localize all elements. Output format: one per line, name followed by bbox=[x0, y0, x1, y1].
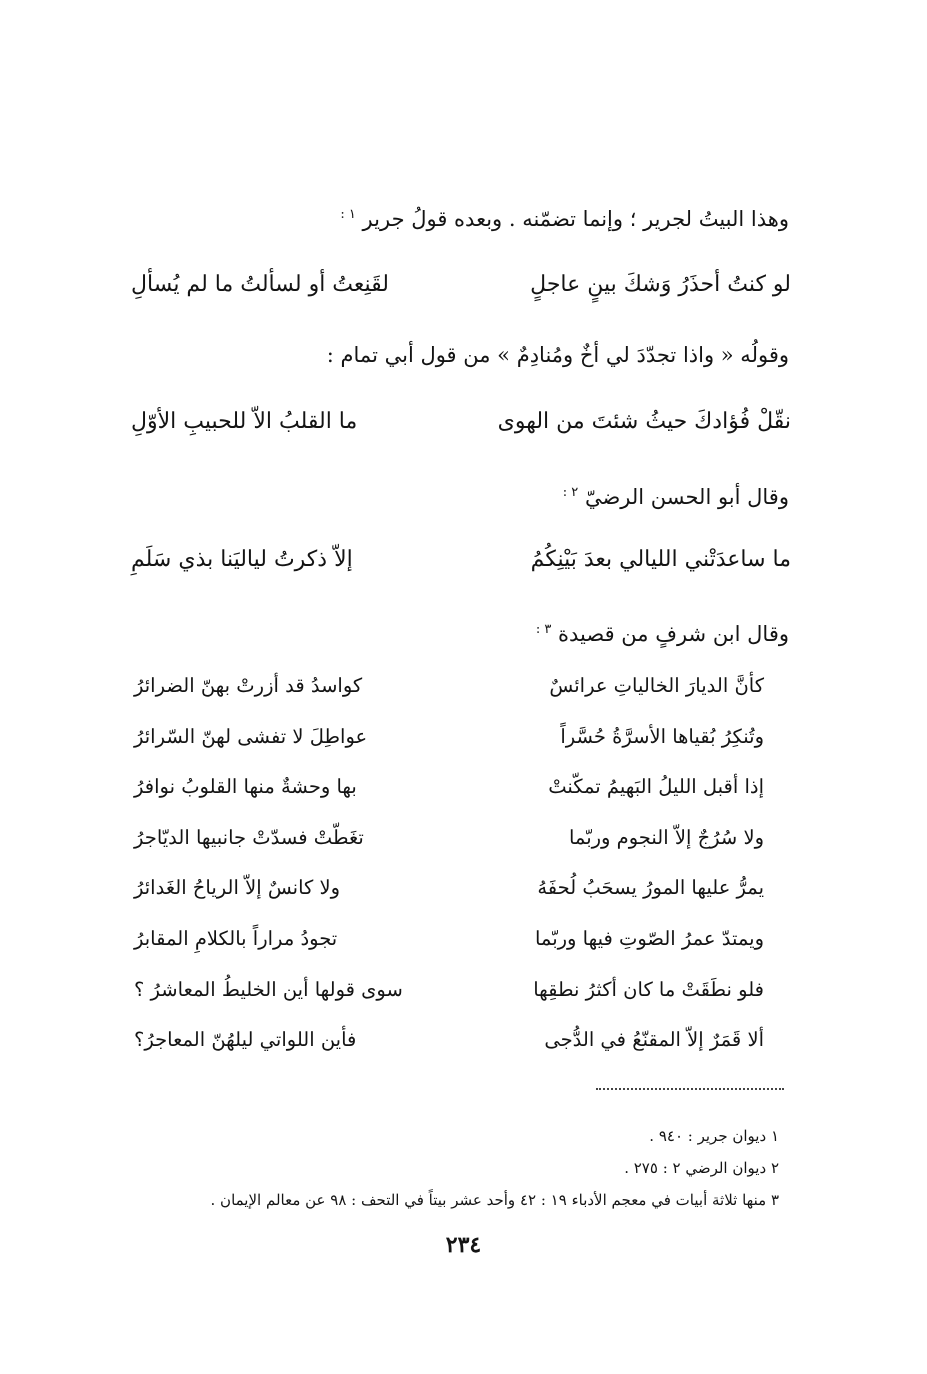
verse-line bbox=[131, 540, 791, 580]
poem-second-hemistich: عواطِلَ لا تفشى لهنّ السّرائرُ bbox=[134, 724, 368, 748]
prose-paragraph-3 bbox=[109, 478, 789, 512]
poem-verse bbox=[134, 1015, 764, 1066]
verse-first-hemistich: نقّلْ فُؤادكَ حيثُ شئتَ من الهوى bbox=[497, 409, 791, 434]
poem-second-hemistich: تجودُ مراراً بالكلامِ المقابرُ bbox=[134, 926, 338, 950]
verse-second-hemistich: إلاّ ذكرتُ لياليَنا بذي سَلَمِ bbox=[131, 547, 353, 572]
poem-first-hemistich: ولا سُرُجٌ إلاّ النجوم وربّما bbox=[568, 825, 764, 849]
verse-second-hemistich: ما القلبُ الاّ للحبيبِ الأوّلِ bbox=[131, 409, 358, 434]
footnote-separator bbox=[596, 1088, 784, 1090]
poem-verse bbox=[134, 661, 764, 712]
poem-first-hemistich: وتُنكِرُ بُقياها الأسرَّةُ حُسَّراً bbox=[560, 724, 764, 748]
footnote-2: ٢ ديوان الرضي ٢ : ٢٧٥ . bbox=[624, 1159, 779, 1177]
verse-line bbox=[131, 265, 791, 305]
poem-first-hemistich: ألا قَمَرٌ إلاّ المقنّعُ في الدُّجى bbox=[544, 1028, 764, 1052]
poem-first-hemistich: يمرُّ عليها المورُ يسحَبُ لُحفَهُ bbox=[537, 876, 764, 900]
prose-text: وقولُه « واذا تجدّدَ لي أخٌ ومُنادِمٌ » من قول أبي تمام : bbox=[326, 343, 789, 367]
poem-verse bbox=[134, 965, 764, 1016]
poem-second-hemistich: فأين اللواتي ليلهُنّ المعاجرُ؟ bbox=[134, 1028, 357, 1052]
poem-first-hemistich: فلو نطَقَتْ ما كان أكثرُ نطقِها bbox=[533, 977, 764, 1001]
prose-paragraph-1 bbox=[109, 200, 789, 234]
verse-line bbox=[131, 402, 791, 442]
poem-first-hemistich: ويمتدّ عمرُ الصّوتِ فيها وربّما bbox=[534, 926, 764, 950]
poem-second-hemistich: بها وحشةٌ منها القلوبُ نوافرُ bbox=[134, 775, 357, 799]
poem-verse bbox=[134, 712, 764, 763]
page-number: ٢٣٤ bbox=[445, 1232, 482, 1258]
poem-verse bbox=[134, 863, 764, 914]
verse-first-hemistich: لو كنتُ أحذَرُ وَشكَ بينٍ عاجلٍ bbox=[530, 272, 791, 297]
poem-verse bbox=[134, 762, 764, 813]
prose-text: وهذا البيتُ لجرير ؛ وإنما تضمّنه . وبعده قولُ جرير bbox=[362, 207, 789, 231]
poem-first-hemistich: كأنَّ الديارَ الخالياتِ عرائسٌ bbox=[549, 674, 764, 697]
poem-second-hemistich: سوى قولها أين الخليطُ المعاشرُ ؟ bbox=[134, 977, 403, 1001]
footnote-marker: ٢ : bbox=[562, 485, 579, 500]
verse-first-hemistich: ما ساعدَتْني الليالي بعدَ بَيْنِكُمُ bbox=[530, 547, 791, 572]
prose-text: وقال ابن شرفٍ من قصيدة bbox=[558, 622, 789, 646]
footnote-marker: ٣ : bbox=[535, 622, 552, 637]
poem-block bbox=[134, 661, 764, 1066]
poem-verse bbox=[134, 813, 764, 864]
poem-first-hemistich: إذا أقبل الليلُ البَهيمُ تمكّنتْ bbox=[548, 775, 764, 799]
prose-text: وقال أبو الحسن الرضيّ bbox=[584, 485, 789, 509]
footnote-marker: ١ : bbox=[340, 207, 356, 222]
verse-second-hemistich: لقَنِعتُ أو لسألتُ ما لم يُسألِ bbox=[131, 272, 389, 297]
footnote-1: ١ ديوان جرير : ٩٤٠ . bbox=[649, 1127, 779, 1145]
poem-second-hemistich: تغَطّتْ فسدّتْ جانبيها الديّاجرُ bbox=[134, 825, 364, 849]
poem-second-hemistich: كواسدُ قد أزرتْ بهنّ الضرائرُ bbox=[134, 674, 363, 697]
prose-paragraph-2 bbox=[109, 340, 789, 370]
poem-verse bbox=[134, 914, 764, 965]
poem-second-hemistich: ولا كانسٌ إلاّ الرياحُ الغَدائرُ bbox=[134, 876, 341, 900]
prose-paragraph-4 bbox=[109, 615, 789, 649]
footnote-3: ٣ منها ثلاثة أبيات في معجم الأدباء ١٩ : ٤٢ وأحد عشر بيتاً في التحف : ٩٨ عن معالم الإيمان . bbox=[210, 1191, 779, 1209]
